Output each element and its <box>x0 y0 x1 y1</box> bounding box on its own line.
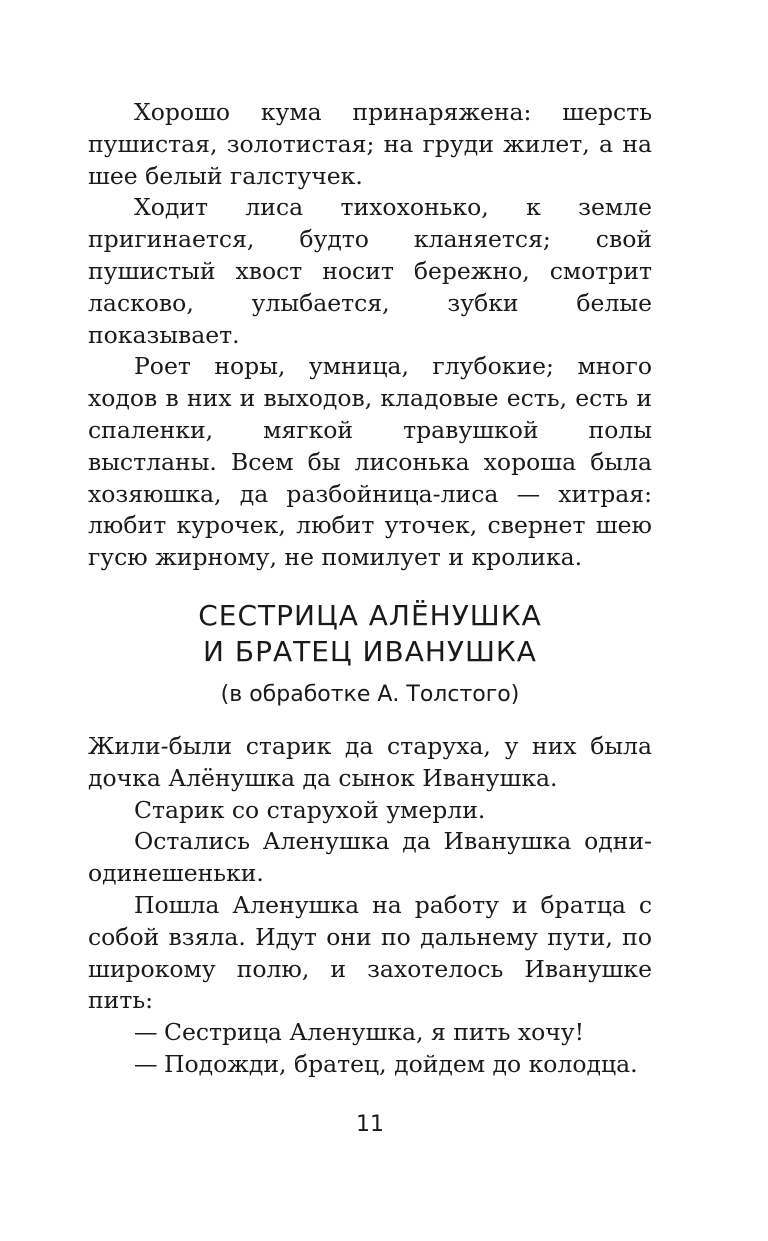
dialog-dash: — <box>134 1049 158 1078</box>
story-text-alenushka <box>88 731 652 1081</box>
paragraph: Ходит лиса тихохонько, к земле пригинается, будто кланяется; свой пушистый хвост носит бережно, смотрит ласково, улыбается, зубки белые показывает. <box>88 193 652 349</box>
story-text-fox <box>88 97 652 574</box>
paragraph: Старик со старухой умерли. <box>134 795 486 824</box>
dialog-line <box>88 1049 652 1081</box>
dialog-text: Подожди, братец, дойдем до колодца. <box>164 1049 638 1078</box>
paragraph: Роет норы, умница, глубокие; много ходов в них и выходов, кладовые есть, есть и спаленки, мягкой травушкой полы выстланы. Всем бы лисонька хороша была хозяюшка, да разбойница-лиса — хитрая: любит курочек, любит уточек, свернет шею гусю жирному, не помилует и кролика. <box>88 352 652 572</box>
dialog-line <box>88 1017 652 1049</box>
paragraph: Хорошо кума принаряжена: шерсть пушистая, золотистая; на груди жилет, а на шее белый галстучек. <box>88 98 652 190</box>
dialog-text: Сестрица Аленушка, я пить хочу! <box>164 1018 585 1047</box>
story-title-line-2: И БРАТЕЦ ИВАНУШКА <box>203 635 537 668</box>
story-subtitle: (в обработке А. Толстого) <box>220 682 520 707</box>
paragraph: Остались Аленушка да Иванушка одни-одинешеньки. <box>88 827 652 888</box>
dialog-dash: — <box>134 1018 158 1047</box>
story-title-line-1: СЕСТРИЦА АЛЁНУШКА <box>198 599 542 632</box>
page-number: 11 <box>356 1112 384 1137</box>
paragraph: Жили-были старик да старуха, у них была дочка Алёнушка да сынок Иванушка. <box>88 732 652 792</box>
paragraph: Пошла Аленушка на работу и братца с собой взяла. Идут они по дальнему пути, по широкому полю, и захотелось Иванушке пить: <box>88 890 652 1015</box>
story-title <box>88 598 652 670</box>
